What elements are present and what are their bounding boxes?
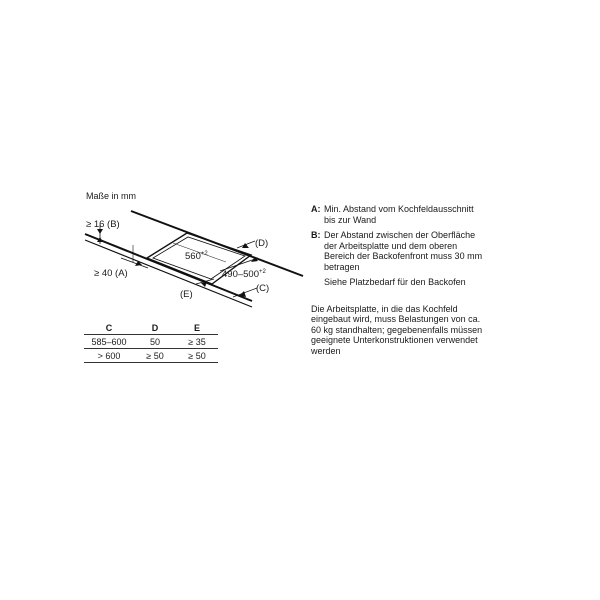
note-b-line: Bereich der Backofenfront muss 30 mm xyxy=(324,251,483,261)
note-b-text xyxy=(324,230,541,272)
table-cell: 585–600 xyxy=(84,335,134,349)
clearance-table xyxy=(84,321,218,363)
d-dimension-label: (D) xyxy=(255,238,269,249)
worktop-note-line: 60 kg standhalten; gegebenenfalls müssen xyxy=(311,324,483,335)
note-a-text xyxy=(324,204,541,225)
table-cell: ≥ 50 xyxy=(176,349,218,363)
oven-reference-note: Siehe Platzbedarf für den Backofen xyxy=(324,277,466,287)
table-cell: ≥ 35 xyxy=(176,335,218,349)
units-caption: Maße in mm xyxy=(86,191,137,201)
table-row xyxy=(84,349,218,363)
note-a-line: Min. Abstand vom Kochfeldausschnitt xyxy=(324,204,474,214)
table-header-c: C xyxy=(84,321,134,335)
note-b-line: betragen xyxy=(324,261,360,272)
table-cell: ≥ 50 xyxy=(134,349,176,363)
note-a-line: bis zur Wand xyxy=(324,214,377,225)
cutout-depth-value: 490–500 xyxy=(222,269,259,280)
note-a xyxy=(311,204,541,225)
table-header-row xyxy=(84,321,218,335)
table-header-e: E xyxy=(176,321,218,335)
cutout-width-label xyxy=(185,251,208,262)
worktop-note-line: Die Arbeitsplatte, in die das Kochfeld xyxy=(311,303,458,314)
cutout-width-value: 560 xyxy=(185,251,201,262)
worktop-load-note xyxy=(311,304,541,357)
note-b-key: B: xyxy=(311,230,321,240)
cutout-depth-tolerance: +2 xyxy=(258,269,266,275)
cutout-width-tolerance: +2 xyxy=(200,251,208,257)
table-cell: 50 xyxy=(134,335,176,349)
worktop-note-line: geeignete Unterkonstruktionen verwendet xyxy=(311,335,478,345)
note-a-key: A: xyxy=(311,204,321,214)
a-dimension-label: ≥ 40 (A) xyxy=(94,268,128,279)
worktop-note-line: eingebaut wird, muss Belastungen von ca. xyxy=(311,314,481,324)
notes-panel xyxy=(311,204,541,356)
cutout-depth-label xyxy=(222,269,266,280)
e-dimension-label: (E) xyxy=(180,289,193,300)
b-dimension-label: ≥ 16 (B) xyxy=(86,219,120,230)
worktop-note-line: werden xyxy=(311,345,341,356)
c-dimension-label: (C) xyxy=(256,283,270,294)
table-cell: > 600 xyxy=(84,349,134,363)
note-b-line: der Arbeitsplatte und dem oberen xyxy=(324,240,458,251)
note-b-line: Der Abstand zwischen der Oberfläche xyxy=(324,230,476,240)
table-header-d: D xyxy=(134,321,176,335)
note-b xyxy=(311,230,541,272)
table-row xyxy=(84,335,218,349)
